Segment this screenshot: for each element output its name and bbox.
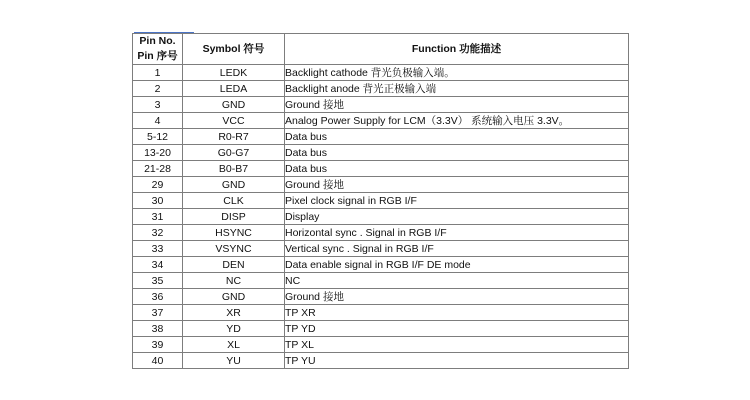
function-cell: Display bbox=[285, 209, 629, 225]
table-row bbox=[133, 289, 629, 305]
function-cell: NC bbox=[285, 273, 629, 289]
pin-number-cell: 34 bbox=[133, 257, 183, 273]
function-cell: Backlight anode 背光正极输入端 bbox=[285, 81, 629, 97]
pin-header-line1: Pin No. bbox=[139, 35, 176, 47]
function-cell: Horizontal sync . Signal in RGB I/F bbox=[285, 225, 629, 241]
symbol-cell: CLK bbox=[183, 193, 285, 209]
function-cell: TP YU bbox=[285, 353, 629, 369]
symbol-cell: DISP bbox=[183, 209, 285, 225]
symbol-cell: XL bbox=[183, 337, 285, 353]
table-row bbox=[133, 113, 629, 129]
symbol-cell: DEN bbox=[183, 257, 285, 273]
pin-number-cell: 32 bbox=[133, 225, 183, 241]
table-row bbox=[133, 305, 629, 321]
symbol-cell: VCC bbox=[183, 113, 285, 129]
table-row bbox=[133, 353, 629, 369]
pin-number-cell: 38 bbox=[133, 321, 183, 337]
pin-number-cell: 4 bbox=[133, 113, 183, 129]
symbol-cell: XR bbox=[183, 305, 285, 321]
table-row bbox=[133, 321, 629, 337]
table-row bbox=[133, 97, 629, 113]
pin-number-cell: 3 bbox=[133, 97, 183, 113]
symbol-cell: YD bbox=[183, 321, 285, 337]
symbol-cell: NC bbox=[183, 273, 285, 289]
table-header-row bbox=[133, 34, 629, 65]
pin-number-cell: 29 bbox=[133, 177, 183, 193]
symbol-cell: R0-R7 bbox=[183, 129, 285, 145]
function-cell: Data bus bbox=[285, 129, 629, 145]
symbol-cell: VSYNC bbox=[183, 241, 285, 257]
pin-definition-table bbox=[132, 33, 629, 369]
pin-number-cell: 5-12 bbox=[133, 129, 183, 145]
pin-number-cell: 21-28 bbox=[133, 161, 183, 177]
pin-header-line2: Pin 序号 bbox=[137, 50, 178, 62]
symbol-cell: LEDA bbox=[183, 81, 285, 97]
pin-number-cell: 2 bbox=[133, 81, 183, 97]
function-cell: TP XL bbox=[285, 337, 629, 353]
table-row bbox=[133, 145, 629, 161]
function-cell: Ground 接地 bbox=[285, 97, 629, 113]
pin-number-cell: 31 bbox=[133, 209, 183, 225]
pin-number-cell: 1 bbox=[133, 65, 183, 81]
pin-number-cell: 36 bbox=[133, 289, 183, 305]
table-row bbox=[133, 273, 629, 289]
symbol-cell: GND bbox=[183, 97, 285, 113]
pin-number-cell: 35 bbox=[133, 273, 183, 289]
function-cell: Data bus bbox=[285, 161, 629, 177]
symbol-cell: YU bbox=[183, 353, 285, 369]
symbol-cell: GND bbox=[183, 177, 285, 193]
symbol-cell: B0-B7 bbox=[183, 161, 285, 177]
pin-number-cell: 39 bbox=[133, 337, 183, 353]
function-cell: Ground 接地 bbox=[285, 289, 629, 305]
symbol-cell: HSYNC bbox=[183, 225, 285, 241]
function-cell: Analog Power Supply for LCM（3.3V） 系统输入电压 3.3V。 bbox=[285, 113, 629, 129]
pin-number-cell: 37 bbox=[133, 305, 183, 321]
symbol-cell: G0-G7 bbox=[183, 145, 285, 161]
table-row bbox=[133, 337, 629, 353]
pin-number-header bbox=[133, 34, 183, 65]
table-row bbox=[133, 193, 629, 209]
table-body bbox=[133, 65, 629, 369]
function-cell: TP XR bbox=[285, 305, 629, 321]
function-cell: Backlight cathode 背光负极输入端。 bbox=[285, 65, 629, 81]
function-header: Function 功能描述 bbox=[285, 34, 629, 65]
table-row bbox=[133, 225, 629, 241]
pin-number-cell: 33 bbox=[133, 241, 183, 257]
table-row bbox=[133, 209, 629, 225]
table-row bbox=[133, 65, 629, 81]
symbol-header: Symbol 符号 bbox=[183, 34, 285, 65]
symbol-cell: GND bbox=[183, 289, 285, 305]
table-row bbox=[133, 161, 629, 177]
function-cell: Vertical sync . Signal in RGB I/F bbox=[285, 241, 629, 257]
symbol-cell: LEDK bbox=[183, 65, 285, 81]
pin-number-cell: 13-20 bbox=[133, 145, 183, 161]
pin-number-cell: 40 bbox=[133, 353, 183, 369]
table-row bbox=[133, 241, 629, 257]
table-row bbox=[133, 177, 629, 193]
function-cell: Data enable signal in RGB I/F DE mode bbox=[285, 257, 629, 273]
table-row bbox=[133, 257, 629, 273]
function-cell: Ground 接地 bbox=[285, 177, 629, 193]
table-row bbox=[133, 81, 629, 97]
table-row bbox=[133, 129, 629, 145]
function-cell: TP YD bbox=[285, 321, 629, 337]
function-cell: Pixel clock signal in RGB I/F bbox=[285, 193, 629, 209]
function-cell: Data bus bbox=[285, 145, 629, 161]
pin-number-cell: 30 bbox=[133, 193, 183, 209]
